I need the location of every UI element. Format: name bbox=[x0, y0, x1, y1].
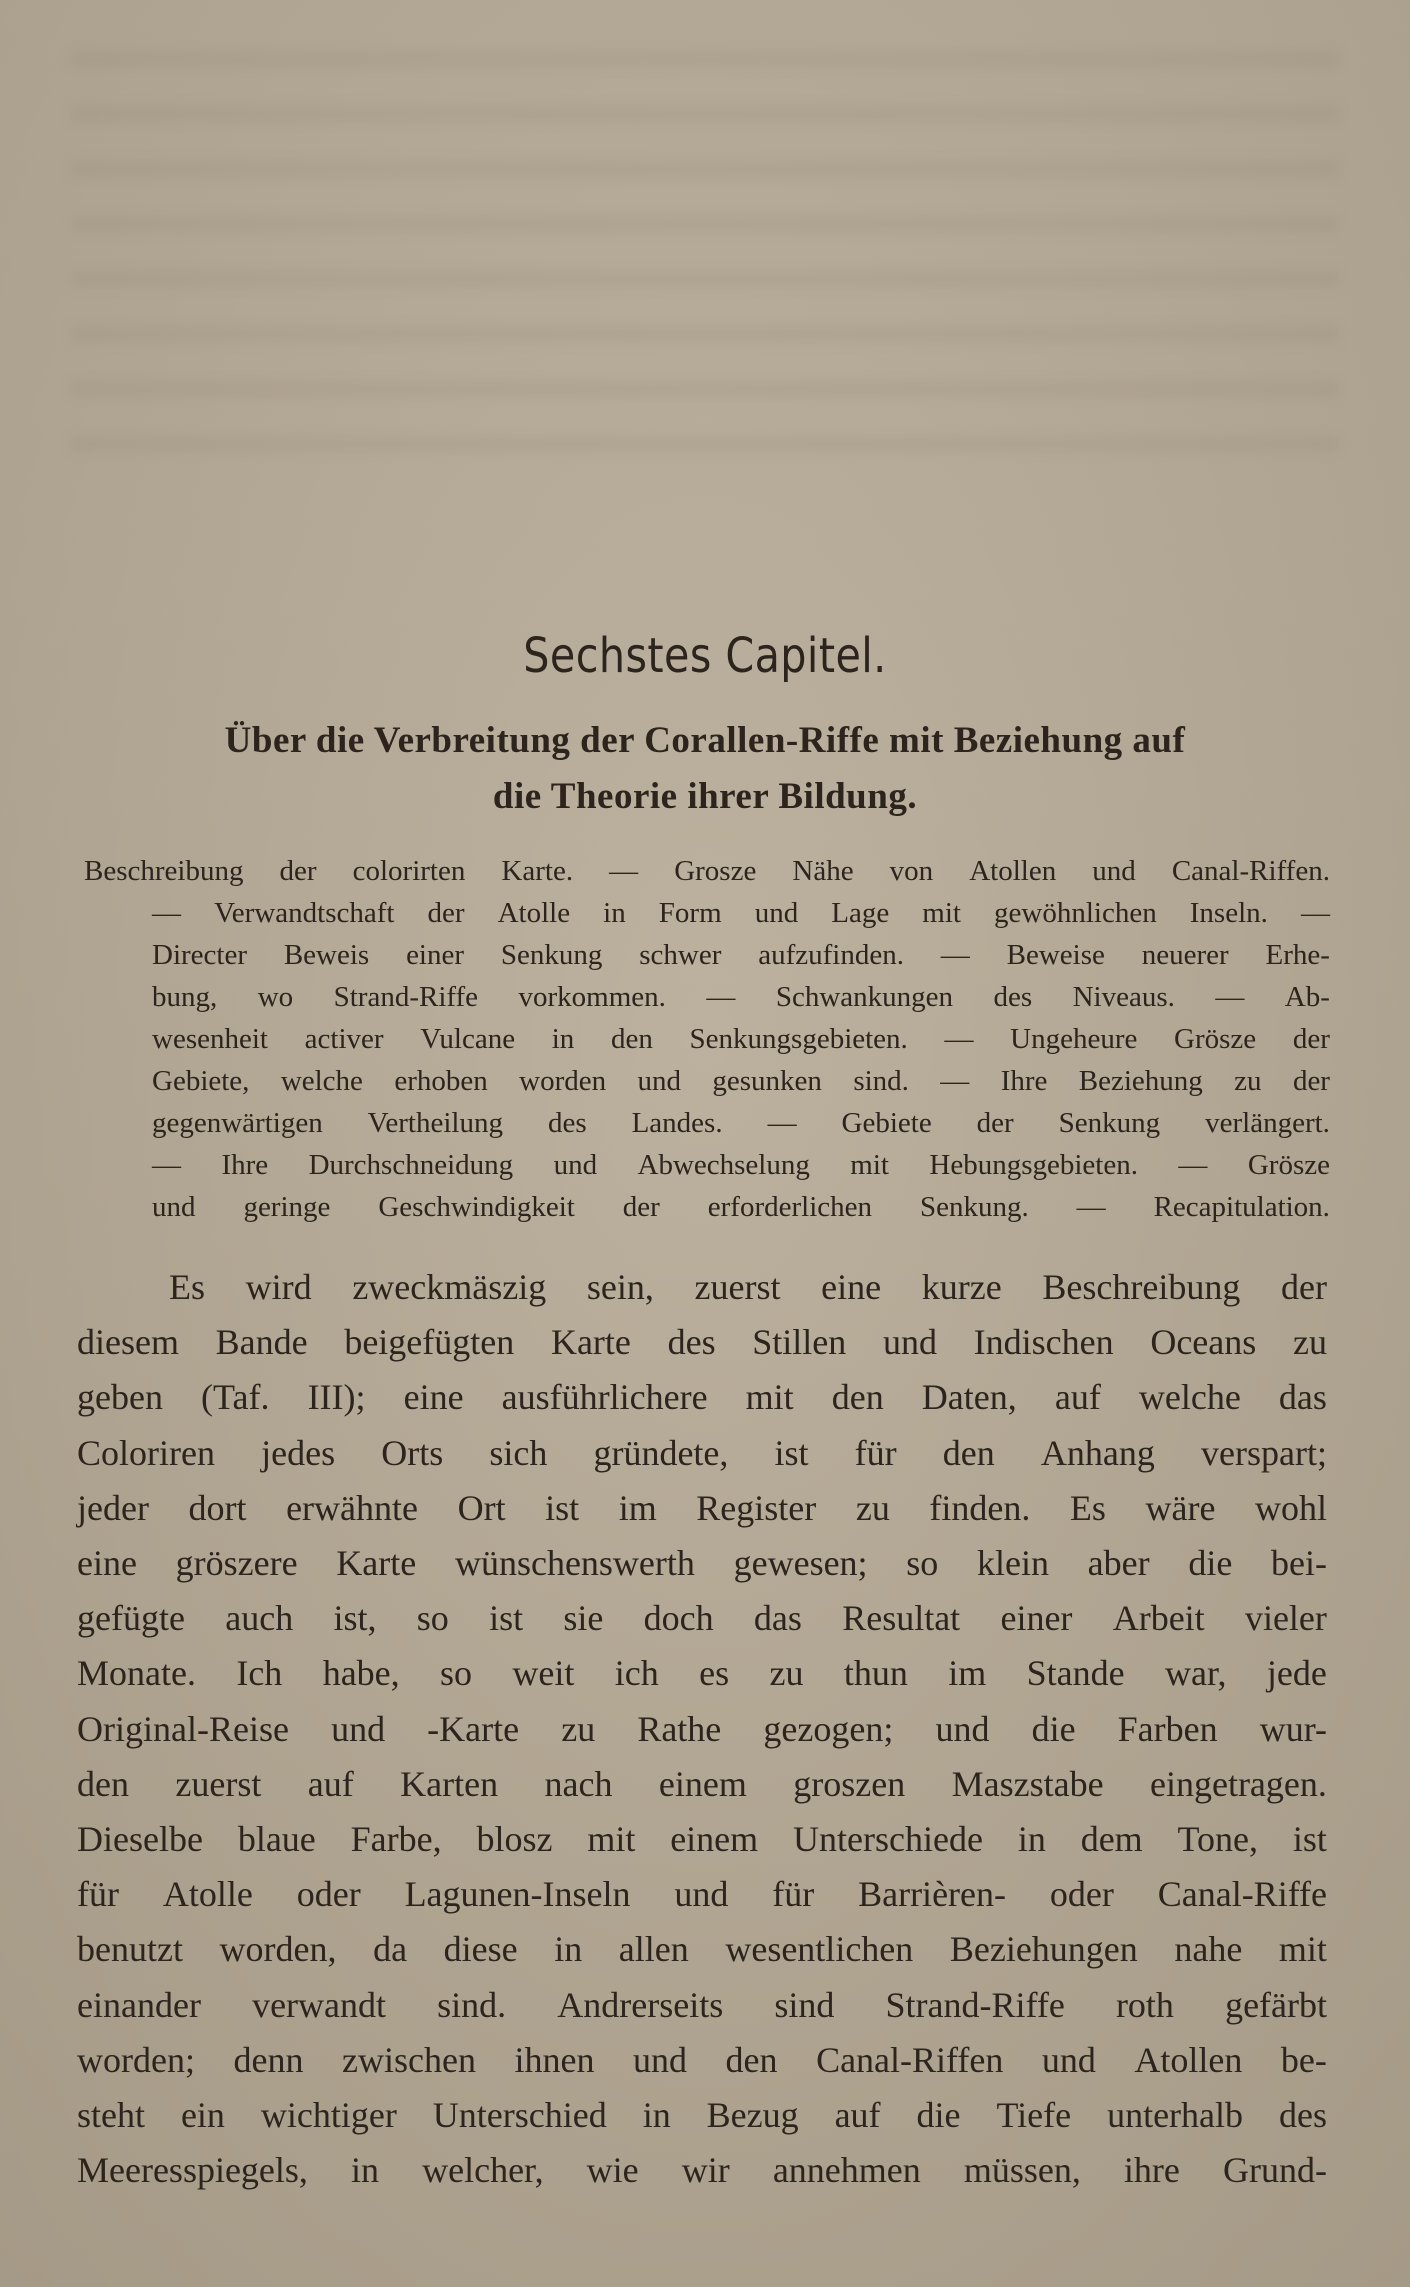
word: jeder bbox=[77, 1487, 149, 1528]
word: Ihre bbox=[221, 1149, 269, 1181]
word: sind bbox=[774, 1984, 835, 2025]
word: wesenheit bbox=[152, 1023, 268, 1055]
word: für bbox=[854, 1432, 897, 1473]
word: annehmen bbox=[772, 2150, 921, 2191]
word: und bbox=[754, 897, 799, 929]
word: wünschenswerth bbox=[454, 1543, 695, 1584]
word: Canal-Riffe bbox=[1157, 1874, 1327, 1915]
summary-line bbox=[84, 1018, 1330, 1060]
word: Vertheilung bbox=[367, 1107, 503, 1139]
body-line bbox=[77, 1922, 1327, 1977]
word: und bbox=[674, 1874, 729, 1915]
word: zu bbox=[1292, 1322, 1327, 1363]
word: dem bbox=[1080, 1819, 1143, 1860]
word: eingetragen. bbox=[1149, 1763, 1327, 1804]
word: oder bbox=[1049, 1874, 1114, 1915]
summary-line bbox=[84, 1102, 1330, 1144]
word: blaue bbox=[237, 1819, 316, 1860]
word: Arbeit bbox=[1112, 1598, 1205, 1639]
word: eine bbox=[821, 1267, 882, 1307]
word: des bbox=[1278, 2095, 1327, 2136]
word: zu bbox=[855, 1487, 890, 1528]
word: habe, bbox=[322, 1653, 400, 1694]
word: Stillen bbox=[752, 1322, 847, 1363]
word: — bbox=[1300, 897, 1330, 929]
body-line bbox=[77, 1591, 1327, 1646]
word: das bbox=[753, 1598, 802, 1639]
word: der bbox=[279, 855, 317, 887]
word: Karte. bbox=[501, 855, 574, 887]
word: Canal-Riffen. bbox=[1171, 855, 1330, 887]
word: und bbox=[935, 1708, 990, 1749]
word: wäre bbox=[1145, 1487, 1216, 1528]
word: Lage bbox=[831, 897, 890, 929]
word: roth bbox=[1115, 1984, 1174, 2025]
word: gewöhnlichen bbox=[994, 897, 1157, 929]
word: und bbox=[152, 1191, 196, 1223]
word: der bbox=[1292, 1065, 1330, 1097]
word: sie bbox=[563, 1598, 604, 1639]
word: activer bbox=[304, 1023, 384, 1055]
word: Original-Reise bbox=[77, 1708, 289, 1749]
word: einander bbox=[77, 1984, 201, 2025]
word: Meeresspiegels, bbox=[77, 2150, 308, 2191]
word: mit bbox=[1278, 1929, 1327, 1970]
body-line bbox=[77, 2088, 1327, 2143]
word: der bbox=[622, 1191, 660, 1223]
summary-line bbox=[84, 934, 1330, 976]
word: den bbox=[610, 1023, 653, 1055]
word: die bbox=[1188, 1543, 1233, 1584]
word: zuerst bbox=[694, 1267, 781, 1307]
word: Orts bbox=[381, 1432, 444, 1473]
word: wesentlichen bbox=[725, 1929, 914, 1970]
word: die bbox=[916, 2095, 961, 2136]
word: Bezug bbox=[706, 2095, 799, 2136]
word: es bbox=[699, 1653, 730, 1694]
word: neuerer bbox=[1141, 939, 1229, 971]
word: einer bbox=[1000, 1598, 1073, 1639]
word: schwer bbox=[639, 939, 722, 971]
word: kurze bbox=[921, 1267, 1002, 1307]
word: Atollen bbox=[969, 855, 1057, 887]
word: im bbox=[948, 1653, 987, 1694]
body-line bbox=[77, 2033, 1327, 2088]
word: Beziehung bbox=[1078, 1065, 1203, 1097]
word: erhoben bbox=[394, 1065, 488, 1097]
word: Barrièren- bbox=[858, 1874, 1006, 1915]
word: welcher, bbox=[422, 2150, 544, 2191]
body-line bbox=[77, 1702, 1327, 1757]
word: sind. bbox=[437, 1984, 507, 2025]
word: Senkung. bbox=[919, 1191, 1029, 1223]
word: wie bbox=[586, 2150, 639, 2191]
word: Recapitulation. bbox=[1153, 1191, 1330, 1223]
word: Geschwindigkeit bbox=[378, 1191, 575, 1223]
word: Bande bbox=[215, 1322, 308, 1363]
word: und bbox=[633, 2039, 688, 2080]
word: wur- bbox=[1259, 1708, 1327, 1749]
word: den bbox=[942, 1432, 995, 1473]
body-line bbox=[77, 1757, 1327, 1812]
word: Landes. bbox=[631, 1107, 723, 1139]
word: das bbox=[1278, 1377, 1327, 1418]
word: sich bbox=[489, 1432, 548, 1473]
word: Dieselbe bbox=[77, 1819, 203, 1860]
word: und bbox=[882, 1322, 937, 1363]
word: Senkung bbox=[500, 939, 603, 971]
word: für bbox=[77, 1874, 119, 1915]
word: — bbox=[1178, 1149, 1208, 1181]
word: welche bbox=[280, 1065, 363, 1097]
word: Unterschied bbox=[432, 2095, 607, 2136]
word: in bbox=[642, 2095, 671, 2136]
summary-line bbox=[84, 1144, 1330, 1186]
word: Beschreibung bbox=[84, 855, 244, 887]
body-line bbox=[77, 1978, 1327, 2033]
word: Grösze bbox=[1174, 1023, 1257, 1055]
word: colorirten bbox=[352, 855, 466, 887]
word: Ab- bbox=[1284, 981, 1330, 1013]
word: auf bbox=[1054, 1377, 1101, 1418]
word: Stande bbox=[1026, 1653, 1125, 1694]
word: des bbox=[993, 981, 1033, 1013]
body-line bbox=[77, 1315, 1327, 1370]
word: verspart; bbox=[1201, 1432, 1327, 1473]
word: finden. bbox=[929, 1487, 1031, 1528]
word: Farbe, bbox=[350, 1819, 442, 1860]
word: gesunken bbox=[712, 1065, 822, 1097]
word: klein bbox=[976, 1543, 1049, 1584]
word: der bbox=[1281, 1267, 1327, 1307]
word: erforderlichen bbox=[707, 1191, 872, 1223]
word: Hebungsgebieten. bbox=[929, 1149, 1138, 1181]
word: Ich bbox=[236, 1653, 283, 1694]
word: gewesen; bbox=[733, 1543, 868, 1584]
word: gefügte bbox=[77, 1598, 185, 1639]
body-line bbox=[77, 1260, 1327, 1315]
word: Canal-Riffen bbox=[816, 2039, 1004, 2080]
word: benutzt bbox=[77, 1929, 183, 1970]
word: Ort bbox=[457, 1487, 506, 1528]
word: des bbox=[667, 1322, 716, 1363]
word: zweckmäszig bbox=[352, 1267, 547, 1307]
word: weit bbox=[512, 1653, 575, 1694]
word: sein, bbox=[586, 1267, 654, 1307]
summary-line bbox=[84, 892, 1330, 934]
word: einem bbox=[670, 1819, 759, 1860]
word: Tiefe bbox=[996, 2095, 1072, 2136]
word: Rathe bbox=[637, 1708, 722, 1749]
word: Karte bbox=[550, 1322, 631, 1363]
word: und bbox=[637, 1065, 681, 1097]
word: wo bbox=[257, 981, 294, 1013]
word: Strand-Riffe bbox=[333, 981, 479, 1013]
word: Ihre bbox=[1000, 1065, 1048, 1097]
word: -Karte bbox=[427, 1708, 520, 1749]
word: unterhalb bbox=[1107, 2095, 1244, 2136]
word: — bbox=[767, 1107, 797, 1139]
word: — bbox=[152, 897, 181, 929]
chapter-heading: Sechstes Capitel. bbox=[523, 628, 887, 684]
summary-line bbox=[84, 850, 1330, 892]
word: — bbox=[940, 1065, 970, 1097]
word: III); bbox=[307, 1377, 366, 1418]
word: bung, bbox=[152, 981, 218, 1013]
word: Grosze bbox=[674, 855, 757, 887]
word: ist bbox=[1292, 1819, 1327, 1860]
word: mit bbox=[745, 1377, 794, 1418]
word: Farben bbox=[1117, 1708, 1218, 1749]
word: Oceans bbox=[1150, 1322, 1257, 1363]
word: aber bbox=[1087, 1543, 1150, 1584]
word: den bbox=[725, 2039, 778, 2080]
word: Beweise bbox=[1006, 939, 1105, 971]
word: Niveaus. bbox=[1072, 981, 1175, 1013]
word: Monate. bbox=[77, 1653, 196, 1694]
word: auch bbox=[225, 1598, 294, 1639]
word: Atolle bbox=[162, 1874, 253, 1915]
word: wohl bbox=[1255, 1487, 1327, 1528]
word: Strand-Riffe bbox=[885, 1984, 1065, 2025]
word: Atolle bbox=[497, 897, 571, 929]
word: nahe bbox=[1174, 1929, 1243, 1970]
word: Vulcane bbox=[420, 1023, 516, 1055]
word: auf bbox=[307, 1763, 354, 1804]
word: Anhang bbox=[1040, 1432, 1155, 1473]
word: denn bbox=[233, 2039, 304, 2080]
summary-line bbox=[84, 1060, 1330, 1102]
word: erwähnte bbox=[286, 1487, 419, 1528]
chapter-subtitle bbox=[95, 713, 1315, 825]
word: eine bbox=[403, 1377, 464, 1418]
word: und bbox=[331, 1708, 386, 1749]
word: — bbox=[1076, 1191, 1106, 1223]
word: aufzufinden. bbox=[758, 939, 904, 971]
word: dort bbox=[188, 1487, 247, 1528]
word: wird bbox=[245, 1267, 312, 1307]
word: zu bbox=[1234, 1065, 1262, 1097]
word: mit bbox=[587, 1819, 636, 1860]
word: Grund- bbox=[1222, 2150, 1327, 2191]
word: Lagunen-Inseln bbox=[404, 1874, 631, 1915]
word: Indischen bbox=[973, 1322, 1114, 1363]
word: Maszstabe bbox=[951, 1763, 1104, 1804]
word: diesem bbox=[77, 1322, 179, 1363]
word: im bbox=[618, 1487, 657, 1528]
word: diese bbox=[443, 1929, 518, 1970]
word: gründete, bbox=[593, 1432, 729, 1473]
word: worden; bbox=[77, 2039, 195, 2080]
word: bei- bbox=[1271, 1543, 1327, 1584]
word: — bbox=[940, 939, 970, 971]
body-line bbox=[77, 1867, 1327, 1922]
word: allen bbox=[618, 1929, 689, 1970]
word: geben bbox=[77, 1377, 163, 1418]
word: in bbox=[603, 897, 626, 929]
body-line bbox=[77, 1481, 1327, 1536]
word: ist, bbox=[333, 1598, 377, 1639]
word: Karten bbox=[400, 1763, 499, 1804]
body-line bbox=[77, 1370, 1327, 1425]
word: auf bbox=[834, 2095, 881, 2136]
word: Unterschiede bbox=[793, 1819, 983, 1860]
chapter-subtitle-line: Über die Verbreitung der Corallen-Riffe mit Beziehung auf bbox=[224, 720, 1186, 761]
word: der bbox=[1292, 1023, 1330, 1055]
word: doch bbox=[643, 1598, 714, 1639]
word: die bbox=[1031, 1708, 1076, 1749]
summary-line bbox=[84, 976, 1330, 1018]
word: wichtiger bbox=[260, 2095, 397, 2136]
word: zu bbox=[561, 1708, 596, 1749]
word: eine bbox=[77, 1543, 137, 1584]
word: ausführlichere bbox=[501, 1377, 708, 1418]
word: jedes bbox=[261, 1432, 336, 1473]
word: groszen bbox=[793, 1763, 906, 1804]
word: — bbox=[1215, 981, 1245, 1013]
word: — bbox=[706, 981, 736, 1013]
word: Gebiete, bbox=[152, 1065, 250, 1097]
word: für bbox=[772, 1874, 815, 1915]
word: Nähe bbox=[792, 855, 854, 887]
word: Es bbox=[169, 1267, 205, 1307]
word: in bbox=[551, 1023, 575, 1055]
word: ich bbox=[614, 1653, 659, 1694]
word: Tone, bbox=[1177, 1819, 1258, 1860]
word: welche bbox=[1138, 1377, 1241, 1418]
word: worden bbox=[519, 1065, 607, 1097]
word: thun bbox=[843, 1653, 908, 1694]
word: Gebiete bbox=[841, 1107, 932, 1139]
word: Beweis bbox=[283, 939, 370, 971]
word: — bbox=[152, 1149, 181, 1181]
word: ihre bbox=[1123, 2150, 1180, 2191]
word: ist bbox=[545, 1487, 580, 1528]
word: zuerst bbox=[175, 1763, 262, 1804]
word: da bbox=[373, 1929, 408, 1970]
word: worden, bbox=[219, 1929, 337, 1970]
word: Abwechselung bbox=[637, 1149, 810, 1181]
word: Beziehungen bbox=[949, 1929, 1138, 1970]
word: Beschreibung bbox=[1042, 1267, 1241, 1307]
body-line bbox=[77, 1812, 1327, 1867]
word: steht bbox=[77, 2095, 145, 2136]
word: müssen, bbox=[963, 2150, 1081, 2191]
word: Schwankungen bbox=[775, 981, 953, 1013]
word: Durchschneidung bbox=[308, 1149, 514, 1181]
word: ihnen bbox=[514, 2039, 595, 2080]
word: und bbox=[553, 1149, 598, 1181]
word: mit bbox=[922, 897, 961, 929]
show-through-text bbox=[70, 50, 1340, 480]
word: Coloriren bbox=[77, 1432, 215, 1473]
word: in bbox=[554, 1929, 583, 1970]
body-line bbox=[77, 1646, 1327, 1701]
word: Verwandtschaft bbox=[214, 897, 395, 929]
word: von bbox=[889, 855, 934, 887]
word: beigefügten bbox=[344, 1322, 515, 1363]
word: so bbox=[416, 1598, 449, 1639]
word: zwischen bbox=[342, 2039, 476, 2080]
body-line bbox=[77, 1536, 1327, 1591]
word: zu bbox=[769, 1653, 804, 1694]
word: den bbox=[77, 1763, 129, 1804]
word: (Taf. bbox=[201, 1377, 270, 1418]
word: Andrerseits bbox=[557, 1984, 724, 2025]
word: gezogen; bbox=[763, 1708, 894, 1749]
word: der bbox=[976, 1107, 1014, 1139]
chapter-summary bbox=[84, 850, 1330, 1228]
word: sind. bbox=[853, 1065, 909, 1097]
word: oder bbox=[296, 1874, 361, 1915]
word: und bbox=[1041, 2039, 1096, 2080]
body-line bbox=[77, 1426, 1327, 1481]
word: vorkommen. bbox=[518, 981, 666, 1013]
body-line bbox=[77, 2143, 1327, 2198]
word: Directer bbox=[152, 939, 247, 971]
body-paragraph bbox=[77, 1260, 1327, 2198]
word: Senkung bbox=[1058, 1107, 1161, 1139]
word: den bbox=[831, 1377, 884, 1418]
word: — bbox=[944, 1023, 974, 1055]
word: nach bbox=[544, 1763, 613, 1804]
word: Erhe- bbox=[1265, 939, 1330, 971]
word: einem bbox=[658, 1763, 747, 1804]
word: gegenwärtigen bbox=[152, 1107, 323, 1139]
word: Karte bbox=[336, 1543, 417, 1584]
word: der bbox=[427, 897, 465, 929]
word: Register bbox=[696, 1487, 817, 1528]
word: geringe bbox=[243, 1191, 331, 1223]
word: ist bbox=[774, 1432, 809, 1473]
word: so bbox=[906, 1543, 939, 1584]
word: des bbox=[547, 1107, 587, 1139]
word: in bbox=[1017, 1819, 1046, 1860]
word: Form bbox=[658, 897, 722, 929]
word: war, bbox=[1165, 1653, 1227, 1694]
word: Senkungsgebieten. bbox=[689, 1023, 908, 1055]
word: und bbox=[1092, 855, 1136, 887]
word: so bbox=[440, 1653, 473, 1694]
chapter-subtitle-line: die Theorie ihrer Bildung. bbox=[492, 776, 918, 817]
word: be- bbox=[1280, 2039, 1327, 2080]
word: Inseln. bbox=[1189, 897, 1268, 929]
word: Resultat bbox=[842, 1598, 961, 1639]
word: mit bbox=[850, 1149, 889, 1181]
word: Grösze bbox=[1247, 1149, 1330, 1181]
word: verlängert. bbox=[1205, 1107, 1330, 1139]
word: wir bbox=[681, 2150, 730, 2191]
word: verwandt bbox=[252, 1984, 387, 2025]
word: blosz bbox=[476, 1819, 553, 1860]
word: — bbox=[609, 855, 639, 887]
word: ist bbox=[489, 1598, 524, 1639]
word: gröszere bbox=[175, 1543, 298, 1584]
word: jede bbox=[1266, 1653, 1327, 1694]
summary-line bbox=[84, 1186, 1330, 1228]
word: in bbox=[351, 2150, 380, 2191]
word: Es bbox=[1069, 1487, 1106, 1528]
word: einer bbox=[406, 939, 465, 971]
word: Ungeheure bbox=[1010, 1023, 1138, 1055]
word: gefärbt bbox=[1225, 1984, 1327, 2025]
word: ein bbox=[180, 2095, 225, 2136]
word: Atollen bbox=[1134, 2039, 1243, 2080]
word: vieler bbox=[1244, 1598, 1327, 1639]
word: Daten, bbox=[921, 1377, 1017, 1418]
